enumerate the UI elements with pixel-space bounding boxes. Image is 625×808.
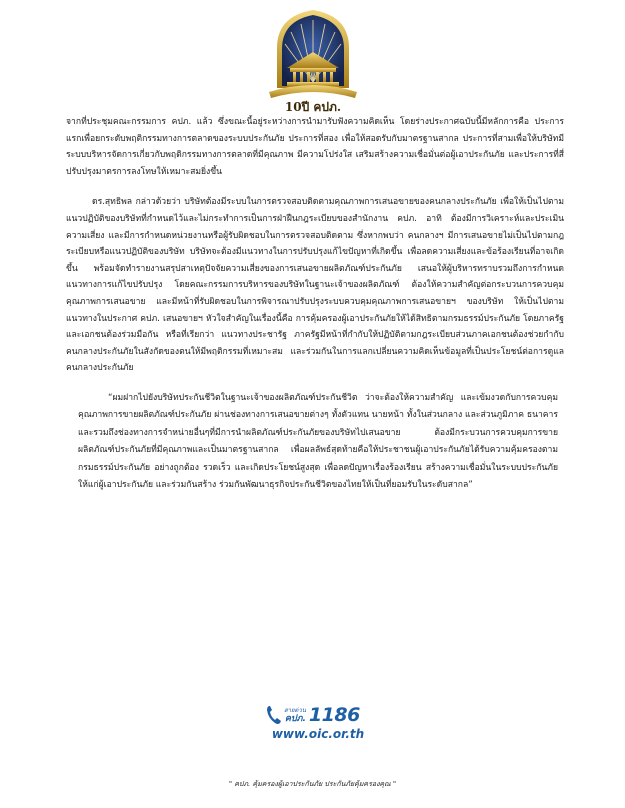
website-link[interactable]: www.oic.or.th bbox=[271, 727, 365, 741]
phone-handset-icon bbox=[266, 705, 282, 725]
paragraph-supervision: ดร.สุทธิพล กล่าวด้วยว่า บริษัทต้องมีระบบในการตรวจสอบติดตามคุณภาพการเสนอขายของคนกลางประกันภัย เพื่อให้เป็นไปตามแนวปฏิบัติของบริษัทที่กำหนดไว้และไม่กระทำการเป็นการฝ่าฝืนกฎระเบียบของสำนักงาน คปภ. อาทิ ต้องมีการวิเคราะห์และประเมินความเสี่ยง และมีการกำหนดหน่วยงานหรือผู้รับผิดชอบในการตรวจสอบติดตาม ซึ่งหากพบว่า คนกลางฯ มีการเสนอขายไม่เป็นไปตามกฎระเบียบหรือแนวปฏิบัติของบริษัท บริษัทจะต้องมีแนวทางในการปรับปรุงแก้ไขปัญหาที่เกิดขึ้น เพื่อลดความเสี่ยงและข้อร้องเรียนที่อาจเกิดขึ้น พร้อมจัดทำรายงานสรุปสาเหตุปัจจัยความเสี่ยงของการเสนอขายผลิตภัณฑ์ประกันภัย เสนอให้ผู้บริหารทราบรวมถึงการกำหนดแนวทางการแก้ไขปรับปรุง โดยคณะกรรมการบริหารของบริษัทในฐานะเจ้าของผลิตภัณฑ์ ต้องให้ความสำคัญต่อกระบวนการควบคุมคุณภาพการเสนอขาย และมีหน้าที่รับผิดชอบในการพิจารณาปรับปรุงระบบควบคุมคุณภาพการเสนอขายฯ ของบริษัท ให้เป็นไปตามแนวทางในประกาศ คปภ. เสนอขายฯ หัวใจสำคัญในเรื่องนี้คือ การคุ้มครองผู้เอาประกันภัยให้ได้สิทธิตามกรมธรรม์ประกันภัย โดยภาครัฐและเอกชนต้องร่วมมือกัน หรือที่เรียกว่า แนวทางประชารัฐ ภาครัฐมีหน้าที่กำกับให้ปฏิบัติตามกฎระเบียบส่วนภาคเอกชนต้องช่วยกำกับคนกลางประกันภัยในสังกัดของตนให้มีพฤติกรรมที่เหมาะสม และร่วมกันในการแลกเปลี่ยนความคิดเห็นข้อมูลที่เป็นประโยชน์ต่อการดูแลคนกลางประกันภัย bbox=[66, 197, 564, 374]
hotline-label: สายด่วน bbox=[284, 706, 306, 714]
article-body bbox=[66, 114, 564, 494]
quote-paragraph: “ผมฝากไปยังบริษัทประกันชีวิตในฐานะเจ้าของผลิตภัณฑ์ประกันชีวิต ว่าจะต้องให้ความสำคัญ และเข้มงวดกับการควบคุมคุณภาพการขายผลิตภัณฑ์ประกันภัย ผ่านช่องทางการเสนอขายต่างๆ ทั้งตัวแทน นายหน้า ทั้งในส่วนกลาง และส่วนภูมิภาค ธนาคาร และรวมถึงช่องทางการจำหน่ายอื่นๆที่มีการนำผลิตภัณฑ์ประกันภัยของบริษัทไปเสนอขาย ต้องมีกระบวนการควบคุมการขายผลิตภัณฑ์ประกันภัยที่มีคุณภาพและเป็นมาตรฐานสากล เพื่อผลลัพธ์สุดท้ายคือให้ประชาชนผู้เอาประกันภัยได้รับความคุ้มครองตามกรมธรรม์ประกันภัย อย่างถูกต้อง รวดเร็ว และเกิดประโยชน์สูงสุด เพื่อลดปัญหาเรื่องร้องเรียน สร้างความเชื่อมั่นในระบบประกันภัยให้แก่ผู้เอาประกันภัย และร่วมกันสร้าง ร่วมกันพัฒนาธุรกิจประกันชีวิตของไทยให้เป็นที่ยอมรับในระดับสากล” bbox=[78, 392, 558, 490]
logo-caption: 10ปี คปภ. bbox=[284, 100, 342, 114]
hotline-number[interactable]: 1186 bbox=[308, 704, 360, 726]
paragraph-intro: จากที่ประชุมคณะกรรมการ คปภ. แล้ว ซึ่งขณะนี้อยู่ระหว่างการนำมารับฟังความคิดเห็น โดยร่างประกาศฉบับนี้มีหลักการคือ ประการแรกเพื่อยกระดับพฤติกรรมทางการตลาดของระบบประกันภัย ประการที่สอง เพื่อให้สอดรับกับมาตรฐานสากล ประการที่สามเพื่อให้บริษัทมีระบบบริหารจัดการเกี่ยวกับพฤติกรรมทางการตลาดที่มีคุณภาพ มีความโปร่งใส เสริมสร้างความเชื่อมั่นต่อผู้เอาประกันภัย และประการที่สี่ปรับปรุงมาตรการลงโทษให้เหมาะสมยิ่งขึ้น bbox=[66, 117, 564, 177]
oic-10-year-emblem-icon bbox=[263, 4, 363, 100]
header-logo bbox=[262, 4, 364, 114]
hotline-brand: คปภ. bbox=[284, 713, 306, 724]
footer-slogan: " คปภ. คุ้มครองผู้เอาประกันภัย ประกันภัยคุ้มครองคุณ " bbox=[228, 780, 397, 788]
hotline-block bbox=[266, 704, 370, 760]
